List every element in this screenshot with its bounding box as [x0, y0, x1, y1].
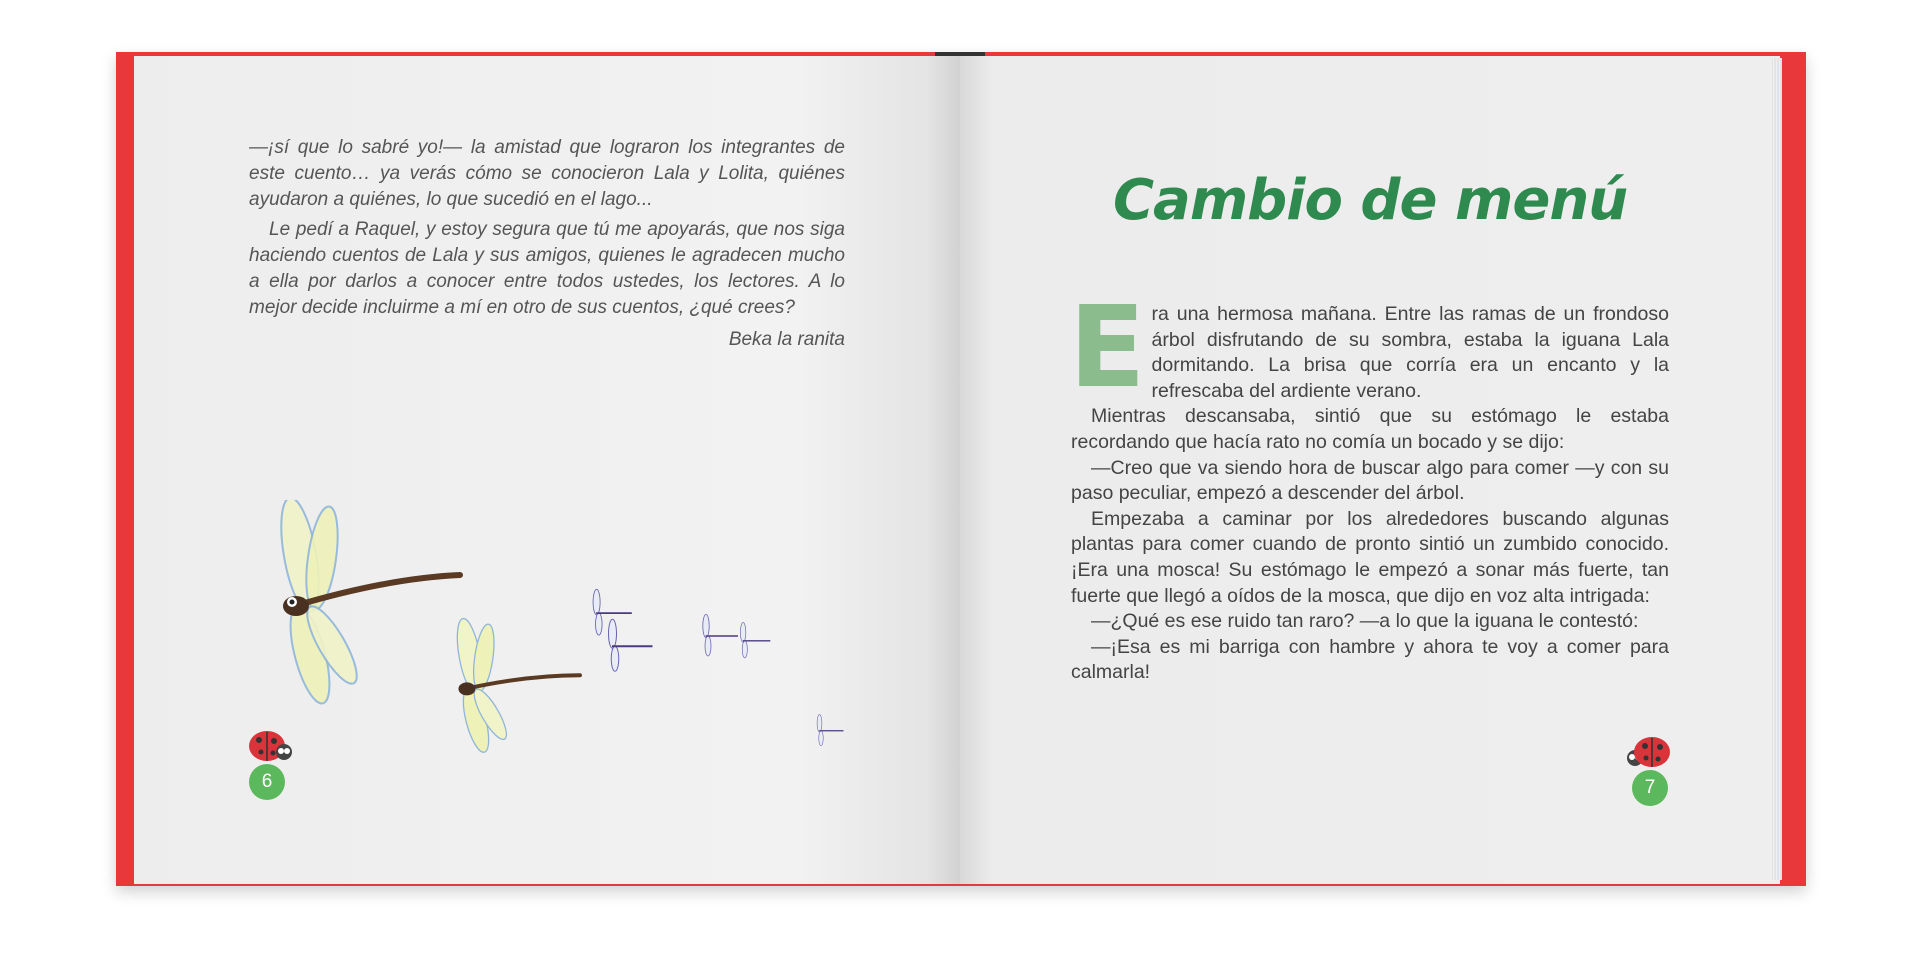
right-page-text: [1069, 283, 1669, 686]
right-paragraph: —¿Qué es ese ruido tan raro? —a lo que la iguana le contestó:: [1091, 610, 1639, 633]
chapter-title: Cambio de menú: [1112, 168, 1628, 233]
dragonfly-icon: [453, 617, 580, 755]
right-paragraph: —¡Esa es mi barriga con hambre y ahora te voy a comer para calmarla!: [1071, 635, 1669, 684]
drop-cap: E: [1069, 283, 1146, 413]
dragonfly-icon: [740, 622, 770, 657]
dragonfly-icon: [274, 500, 460, 707]
dragonflies-illustration: [270, 500, 870, 760]
right-paragraph: Empezaba a caminar por los alrededores buscando algunas plantas para comer cuando de pronto sintió un zumbido conocido. ¡Era una mosca! Su estómago le empezó a sonar más fuerte, tan fuerte que llegó a oídos de la mosca, que dijo en voz alta intrigada:: [1071, 507, 1669, 607]
page-edges: [1772, 58, 1782, 880]
left-paragraph: —¡sí que lo sabré yo!— la amistad que lograron los integrantes de este cuento… ya verás cómo se conocieron Lala y Lolita, quiénes ayudaron a quiénes, lo que sucedió en el lago...: [249, 137, 845, 210]
right-paragraph: —Creo que va siendo hora de buscar algo para comer —y con su paso peculiar, empezó a descender del árbol.: [1071, 456, 1669, 505]
first-paragraph: [1069, 283, 1669, 413]
ladybug-icon: [247, 728, 293, 764]
left-page-text: [249, 135, 845, 357]
first-paragraph-text: ra una hermosa mañana. Entre las ramas de un frondoso árbol disfrutando de su sombra, estaba la iguana Lala dormitando. La brisa que corría era un encanto y la refrescaba del ardiente verano.: [1151, 303, 1669, 402]
right-paragraph: Mientras descansaba, sintió que su estómago le estaba recordando que hacía rato no comía un bocado y se dijo:: [1071, 405, 1669, 453]
dragonfly-icon: [703, 614, 738, 656]
page-number-right: 7: [1632, 770, 1668, 806]
dragonfly-icon: [817, 715, 843, 746]
ladybug-icon: [1626, 734, 1672, 770]
dragonfly-icon: [609, 619, 653, 671]
left-paragraph: Le pedí a Raquel, y estoy segura que tú me apoyarás, que nos siga haciendo cuentos de Lala y sus amigos, quienes le agradecen mucho a ella por darlos a conocer entre todos ustedes, los lectores. A lo mejor decide incluirme a mí en otro de sus cuentos, ¿qué crees?: [249, 219, 845, 318]
signature: Beka la ranita: [728, 329, 845, 350]
page-number-left: 6: [249, 764, 285, 800]
